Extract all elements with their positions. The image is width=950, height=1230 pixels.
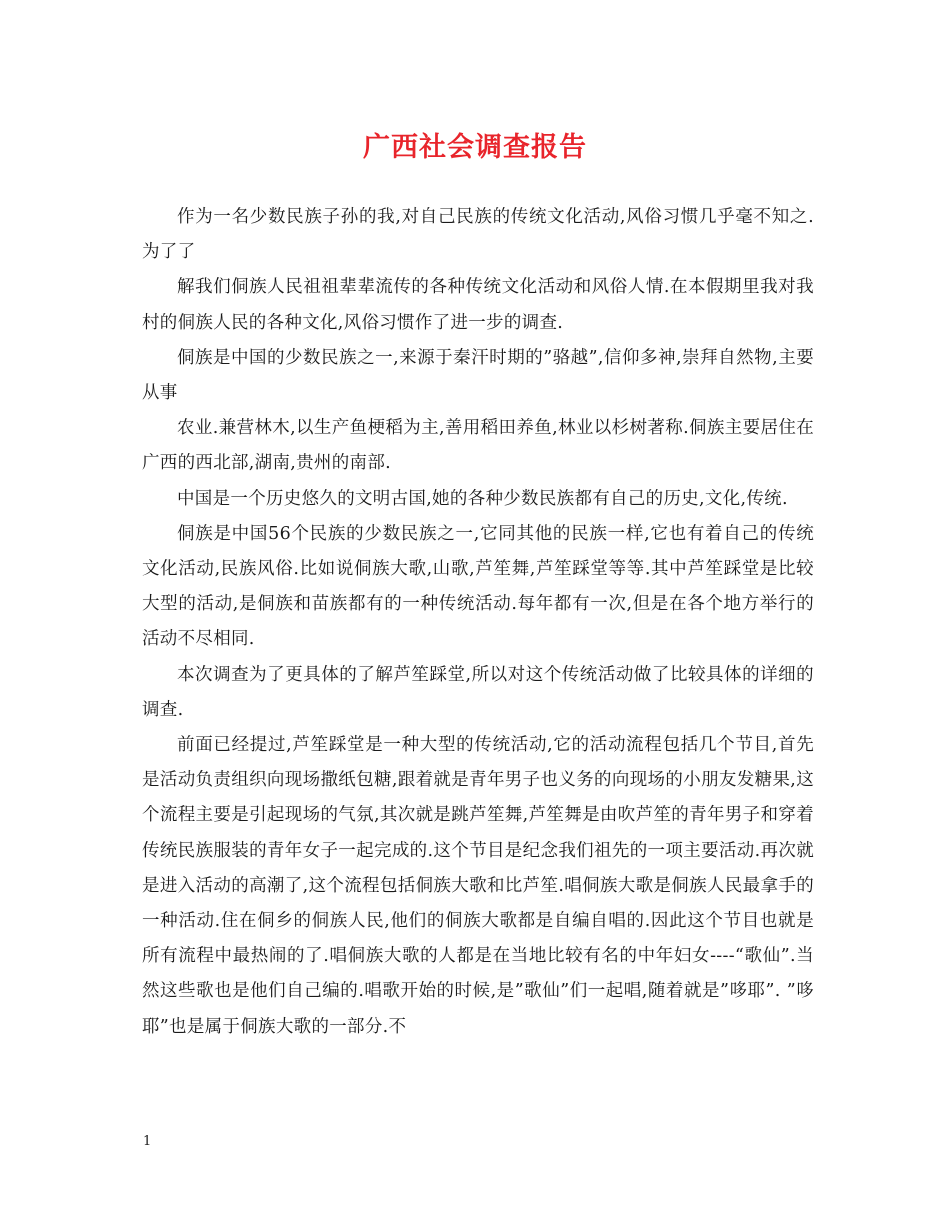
document-body	[142, 200, 814, 1045]
paragraph-4: 农业.兼营林木,以生产鱼梗稻为主,善用稻田养鱼,林业以杉树著称.侗族主要居住在广西的西北部,湖南,贵州的南部.	[142, 418, 814, 474]
paragraph-1: 作为一名少数民族子孙的我,对自己民族的传统文化活动,风俗习惯几乎毫不知之.为了了	[142, 207, 814, 263]
document-title: 广西社会调查报告	[363, 132, 587, 163]
paragraph-6: 侗族是中国56个民族的少数民族之一,它同其他的民族一样,它也有着自己的传统文化活动,民族风俗.比如说侗族大歌,山歌,芦笙舞,芦笙踩堂等等.其中芦笙踩堂是比较大型的活动,是侗族和苗族都有的一种传统活动.每年都有一次,但是在各个地方举行的活动不尽相同.	[142, 523, 814, 650]
paragraph-7: 本次调查为了更具体的了解芦笙踩堂,所以对这个传统活动做了比较具体的详细的调查.	[142, 664, 814, 720]
page-number: 1	[143, 1134, 152, 1149]
paragraph-2: 解我们侗族人民祖祖辈辈流传的各种传统文化活动和风俗人情.在本假期里我对我村的侗族人民的各种文化,风俗习惯作了进一步的调查.	[142, 277, 814, 333]
paragraph-5: 中国是一个历史悠久的文明古国,她的各种少数民族都有自己的历史,文化,传统.	[177, 488, 788, 509]
paragraph-8: 前面已经提过,芦笙踩堂是一种大型的传统活动,它的活动流程包括几个节目,首先是活动负责组织向现场撒纸包糖,跟着就是青年男子也义务的向现场的小朋友发糖果,这个流程主要是引起现场的气氛,其次就是跳芦笙舞,芦笙舞是由吹芦笙的青年男子和穿着传统民族服装的青年女子一起完成的.这个节目是纪念我们祖先的一项主要活动.再次就是进入活动的高潮了,这个流程包括侗族大歌和比芦笙.唱侗族大歌是侗族人民最拿手的一种活动.住在侗乡的侗族人民,他们的侗族大歌都是自编自唱的.因此这个节目也就是所有流程中最热闹的了.唱侗族大歌的人都是在当地比较有名的中年妇女----“歌仙”.当然这些歌也是他们自己编的.唱歌开始的时候,是”歌仙”们一起唱,随着就是”哆耶”. ”哆耶”也是属于侗族大歌的一部分.不	[142, 735, 814, 1037]
paragraph-3: 侗族是中国的少数民族之一,来源于秦汗时期的”骆越”,信仰多神,崇拜自然物,主要从事	[142, 347, 814, 404]
